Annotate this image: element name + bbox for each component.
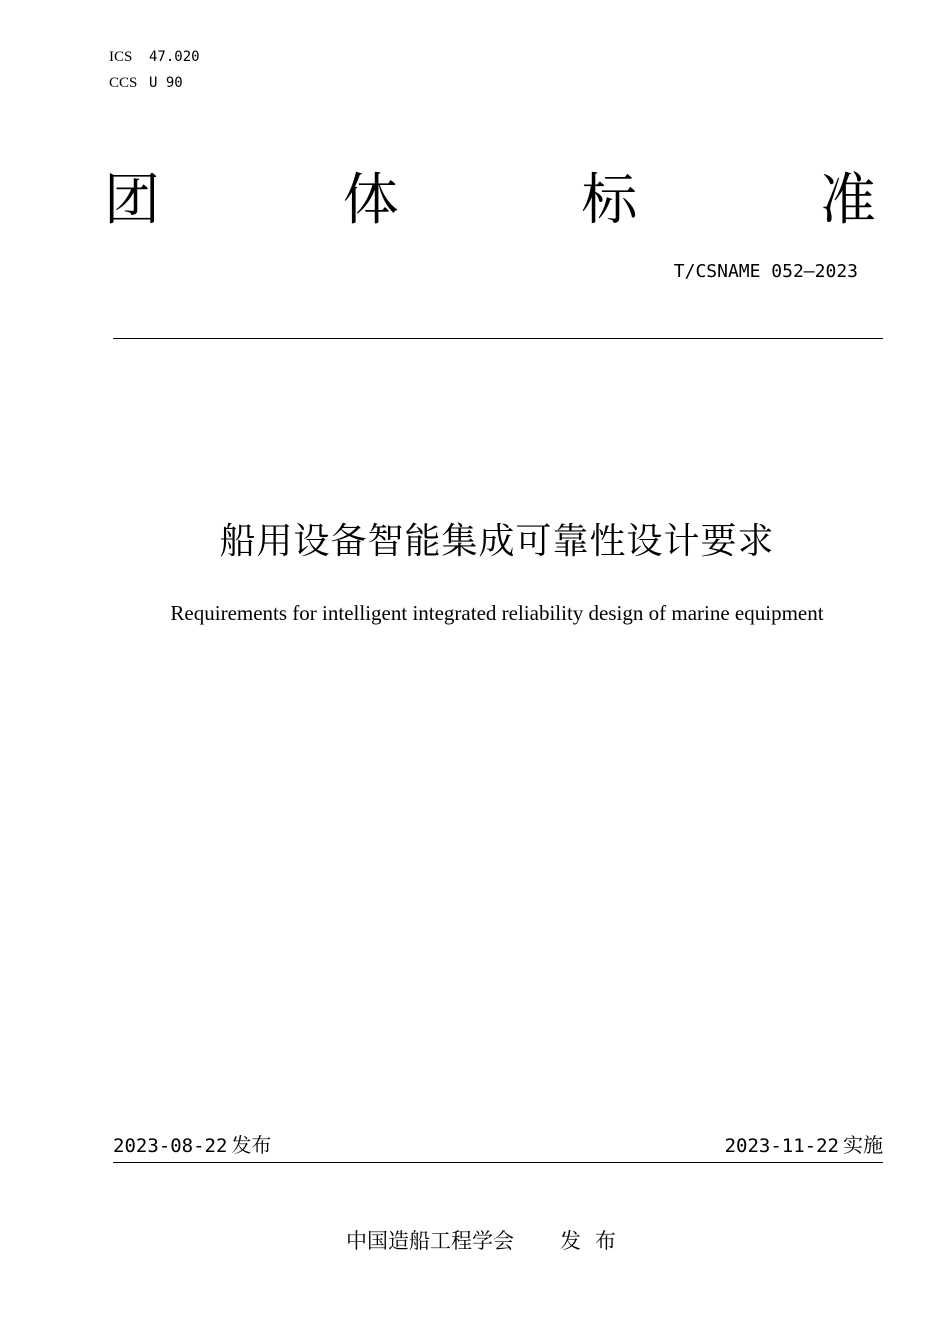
publish-date-block (113, 1131, 271, 1160)
heading-char-2: 体 (342, 168, 399, 233)
effective-date-block (725, 1131, 883, 1160)
ics-label: ICS (109, 49, 133, 65)
ics-value: 47.020 (149, 49, 200, 65)
document-title-cn: 船用设备智能集成可靠性设计要求 (219, 521, 775, 562)
effective-label: 实施 (843, 1133, 883, 1157)
classification-codes (109, 44, 200, 96)
publisher-action: 发布 (560, 1229, 630, 1253)
standard-number: T/CSNAME 052—2023 (673, 261, 858, 282)
ccs-row (109, 70, 200, 96)
top-divider (113, 338, 883, 339)
heading-char-3: 标 (581, 168, 638, 233)
ccs-value: U 90 (149, 75, 183, 91)
ccs-label: CCS (109, 75, 138, 91)
ics-row (109, 44, 200, 70)
group-standard-heading (104, 166, 876, 236)
heading-char-4: 准 (819, 168, 876, 233)
publish-date: 2023-08-22 (113, 1135, 228, 1157)
heading-char-1: 团 (104, 168, 160, 233)
document-title-en: Requirements for intelligent integrated reliability design of marine equipment (170, 601, 824, 625)
effective-date: 2023-11-22 (724, 1135, 839, 1157)
publish-label: 发布 (231, 1133, 272, 1157)
publisher-line (346, 1226, 630, 1256)
publisher-name: 中国造船工程学会 (346, 1229, 514, 1253)
bottom-divider (113, 1162, 883, 1163)
